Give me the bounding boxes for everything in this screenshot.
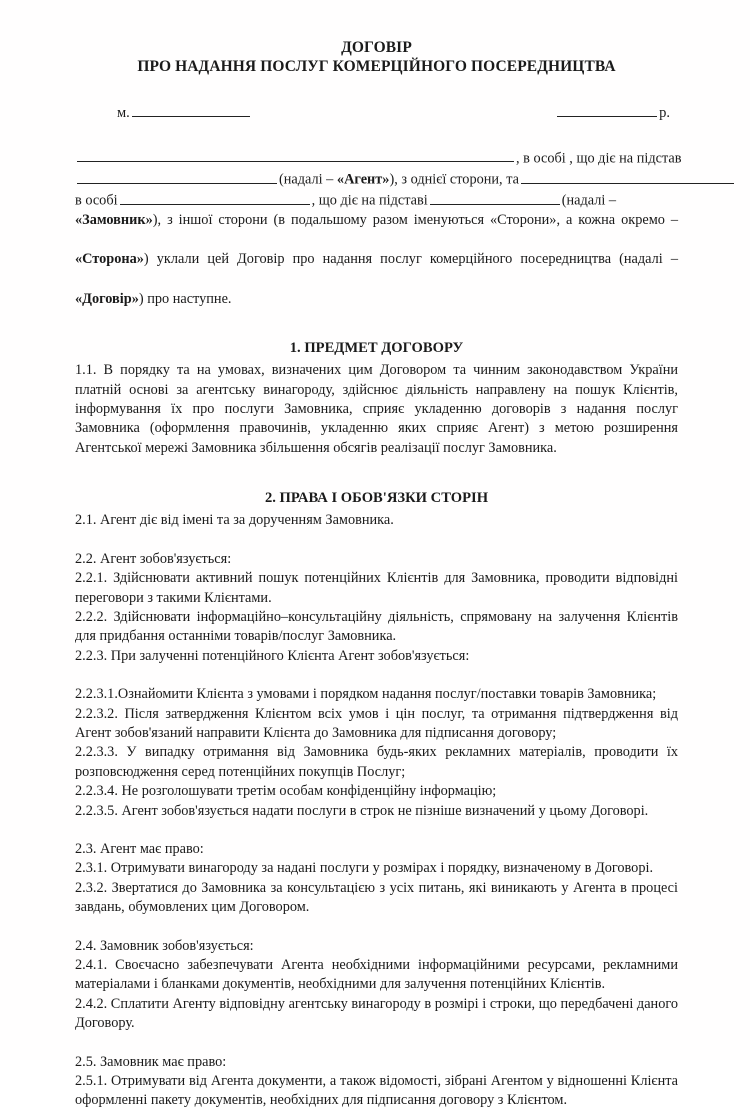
clause-2-4: 2.4. Замовник зобов'язується:	[75, 937, 254, 954]
preamble-paragraph	[75, 148, 682, 309]
customer-person-blank[interactable]	[120, 190, 310, 205]
agent-name-blank[interactable]	[77, 148, 514, 163]
preamble-seg-2: (надалі –	[279, 171, 337, 188]
clause-2-5: 2.5. Замовник має право:	[75, 1053, 227, 1070]
customer-term: «Замовник»	[75, 212, 153, 229]
place-label: м.	[117, 104, 130, 121]
year-label: р.	[659, 104, 670, 121]
preamble-line-1	[75, 148, 682, 169]
spacer-after-2-1	[75, 531, 678, 550]
clause-2-2-3: 2.2.3. При залученні потенційного Клієнта Агент зобов'язується:	[75, 647, 470, 664]
agent-basis-blank[interactable]	[77, 169, 277, 184]
clause-2-2-3-5: 2.2.3.5. Агент зобов'язується надати послуги в строк не пізніше визначений у цьому Договорі.	[75, 802, 649, 819]
preamble-seg-7: ), з іншої сторони (в подальшому разом іменуються «Сторони», а кожна окремо –	[152, 212, 678, 229]
document-title-line-1: ДОГОВІР	[341, 39, 412, 56]
place-blank[interactable]	[132, 102, 250, 117]
spacer-after-2-2-3	[75, 666, 678, 685]
clause-2-2-3-1: 2.2.3.1.Ознайомити Клієнта з умовами і порядком надання послуг/поставки товарів Замовника;	[75, 686, 657, 703]
preamble-seg-5: , що діє на підставі	[311, 192, 428, 209]
section-2-body	[75, 511, 678, 1111]
section-2-heading: 2. ПРАВА І ОБОВ'ЯЗКИ СТОРІН	[264, 490, 489, 507]
clause-2-2-1: 2.2.1. Здійснювати активний пошук потенційних Клієнтів для Замовника, проводити відповідні переговори з такими Клієнтами.	[75, 570, 678, 606]
clause-2-1: 2.1. Агент діє від імені та за дорученням Замовника.	[75, 512, 394, 529]
preamble-seg-8: ) уклали цей Договір про надання послуг комерційного посередництва (надалі –	[143, 251, 678, 268]
clause-2-3-2: 2.3.2. Звертатися до Замовника за консультацією з усіх питань, які виникають у Агента в процесі завдань, обумовлених цим Договором.	[75, 879, 678, 916]
preamble-line-4	[75, 211, 678, 250]
date-blank[interactable]	[557, 102, 657, 117]
clause-2-2-3-2: 2.2.3.2. Після затвердження Клієнтом всіх умов і цін послуг, та отримання підтвердження від Агент зобов'язаний направити Клієнта до Замовника для підписання договору;	[75, 705, 678, 741]
contract-term: «Договір»	[75, 290, 139, 307]
agent-term: «Агент»	[336, 171, 390, 188]
customer-name-blank[interactable]	[521, 169, 734, 184]
clause-2-3-1: 2.3.1. Отримувати винагороду за надані послуги у розмірах і порядку, визначеному в Договорі.	[75, 860, 654, 877]
preamble-line-3	[75, 190, 678, 211]
party-term: «Сторона»	[75, 251, 144, 268]
clause-2-3: 2.3. Агент має право:	[75, 840, 204, 857]
preamble-seg-3: ), з однієї сторони, та	[389, 171, 519, 188]
clause-1-1: 1.1. В порядку та на умовах, визначених цим Договором та чинним законодавством України платній основі за агентську винагороду, здійснює діяльність направлену на пошук Клієнтів, інформування їх про послуги Замовника, сприяє укладенню договорів з надання послуг Замовника (оформлення правочинів, укладенню яких сприяє Агент) з метою розширення Агентської мережі Замовника збільшення обсягів реалізації послуг Замовника.	[75, 362, 678, 456]
section-1-body	[75, 361, 678, 458]
preamble-line-5	[75, 250, 678, 289]
spacer-after-2-4-2	[75, 1034, 678, 1053]
customer-basis-blank[interactable]	[430, 190, 560, 205]
preamble-seg-6: (надалі –	[561, 192, 617, 209]
place-and-date-row	[75, 102, 678, 122]
clause-2-4-2: 2.4.2. Сплатити Агенту відповідну агентську винагороду в розмірі і строки, що передбачені даного Договору.	[75, 995, 678, 1032]
clause-2-2-2: 2.2.2. Здійснювати інформаційно–консультаційну діяльність, спрямовану на залучення Клієнтів для придбання останніми товарів/послуг Замовника.	[75, 608, 678, 645]
preamble-seg-1: , в особі , що діє на підстав	[516, 150, 682, 167]
document-title-line-2: ПРО НАДАННЯ ПОСЛУГ КОМЕРЦІЙНОГО ПОСЕРЕДНИЦТВА	[137, 58, 616, 75]
clause-2-2-3-3: 2.2.3.3. У випадку отримання від Замовника будь-яких рекламних матеріалів, проводити їх розповсюдження серед потенційних покупців Послуг;	[75, 744, 678, 780]
clause-2-2-3-4: 2.2.3.4. Не розголошувати третім особам конфіденційну інформацію;	[75, 783, 497, 800]
preamble-line-2	[75, 169, 678, 190]
document-title	[75, 38, 678, 76]
preamble-line-6	[75, 290, 678, 310]
section-1-heading: 1. ПРЕДМЕТ ДОГОВОРУ	[289, 340, 464, 357]
clause-2-4-1: 2.4.1. Своєчасно забезпечувати Агента необхідними інформаційними ресурсами, рекламними матеріалами і бланками документів, необхідними для залучення потенційних Клієнтів.	[75, 957, 678, 993]
date-field	[555, 102, 670, 122]
preamble-seg-4: в особі	[75, 192, 118, 209]
clause-2-2: 2.2. Агент зобов'язується:	[75, 550, 232, 567]
clause-2-5-1: 2.5.1. Отримувати від Агента документи, а також відомості, зібрані Агентом у відношенні Клієнта оформленні пакету документів, необхідних для підписання договору з Клієнтом.	[75, 1073, 678, 1109]
place-field	[117, 102, 252, 122]
preamble-seg-9: ) про наступне.	[138, 290, 232, 307]
spacer-after-2-3-2	[75, 918, 678, 937]
spacer-after-2-2-3-5	[75, 821, 678, 840]
